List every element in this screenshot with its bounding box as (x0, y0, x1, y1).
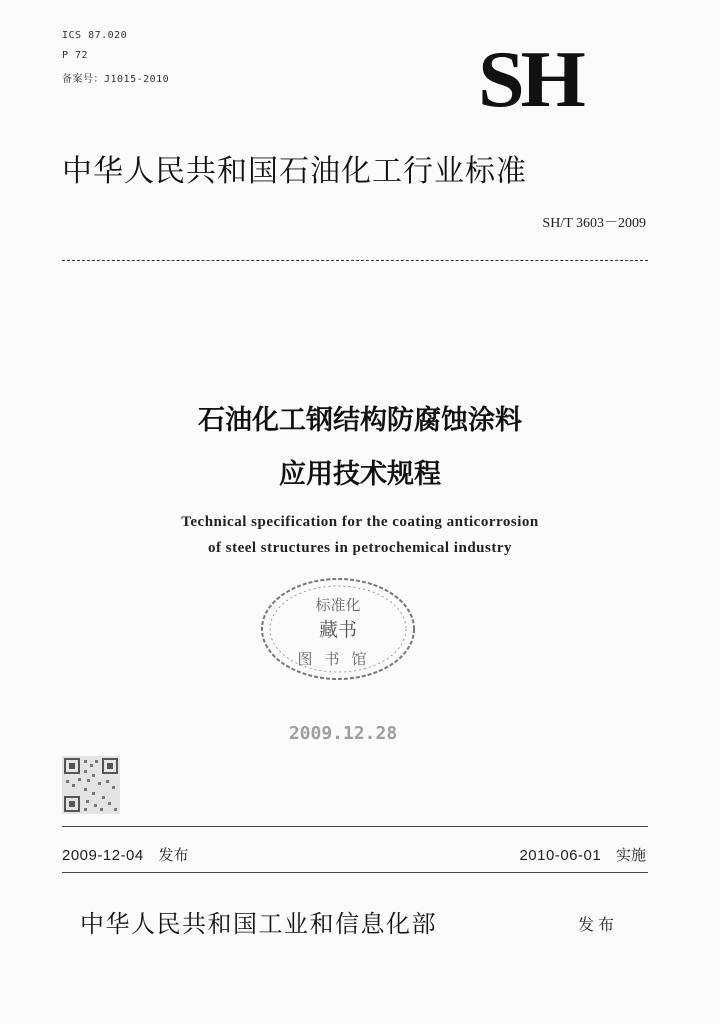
library-seal-stamp (258, 574, 418, 684)
industry-standard-title: 中华人民共和国石油化工行业标准 (62, 154, 527, 189)
issue-date: 2009-12-04 (62, 847, 144, 864)
title-en-line1: Technical specification for the coating anticorrosion (181, 514, 539, 530)
effective-date: 2010-06-01 (519, 847, 602, 864)
date-divider-bottom (62, 872, 648, 873)
issue-date-block (62, 844, 189, 865)
issue-label: 发布 (158, 846, 189, 864)
stamp-text-top: 标准化 (315, 596, 361, 614)
stamp-text-middle: 藏书 (318, 619, 358, 641)
ics-code: ICS 87.020 (62, 30, 128, 41)
barcode-icon (62, 756, 120, 814)
title-zh-line1: 石油化工钢结构防腐蚀涂料 (198, 405, 522, 436)
received-date-stamp (268, 718, 418, 746)
header-divider (62, 260, 648, 261)
sh-logo (478, 36, 628, 124)
effective-label: 实施 (615, 846, 646, 864)
received-date-text: 2009.12.28 (288, 723, 398, 744)
stamp-text-bottom: 图书馆 (297, 650, 379, 668)
date-divider-top (62, 826, 648, 827)
standard-number: SH/T 3603－2009 (542, 216, 646, 231)
effective-date-block (519, 844, 646, 865)
title-zh-line2: 应用技术规程 (279, 459, 441, 490)
title-en-line2: of steel structures in petrochemical industry (208, 540, 512, 556)
publish-label: 发布 (578, 915, 619, 934)
filing-number: 备案号：J1015-2010 (62, 74, 170, 85)
issuing-authority: 中华人民共和国工业和信息化部 (80, 910, 437, 938)
sh-logo-text: SH (478, 36, 582, 124)
classification-code: P 72 (62, 50, 89, 61)
